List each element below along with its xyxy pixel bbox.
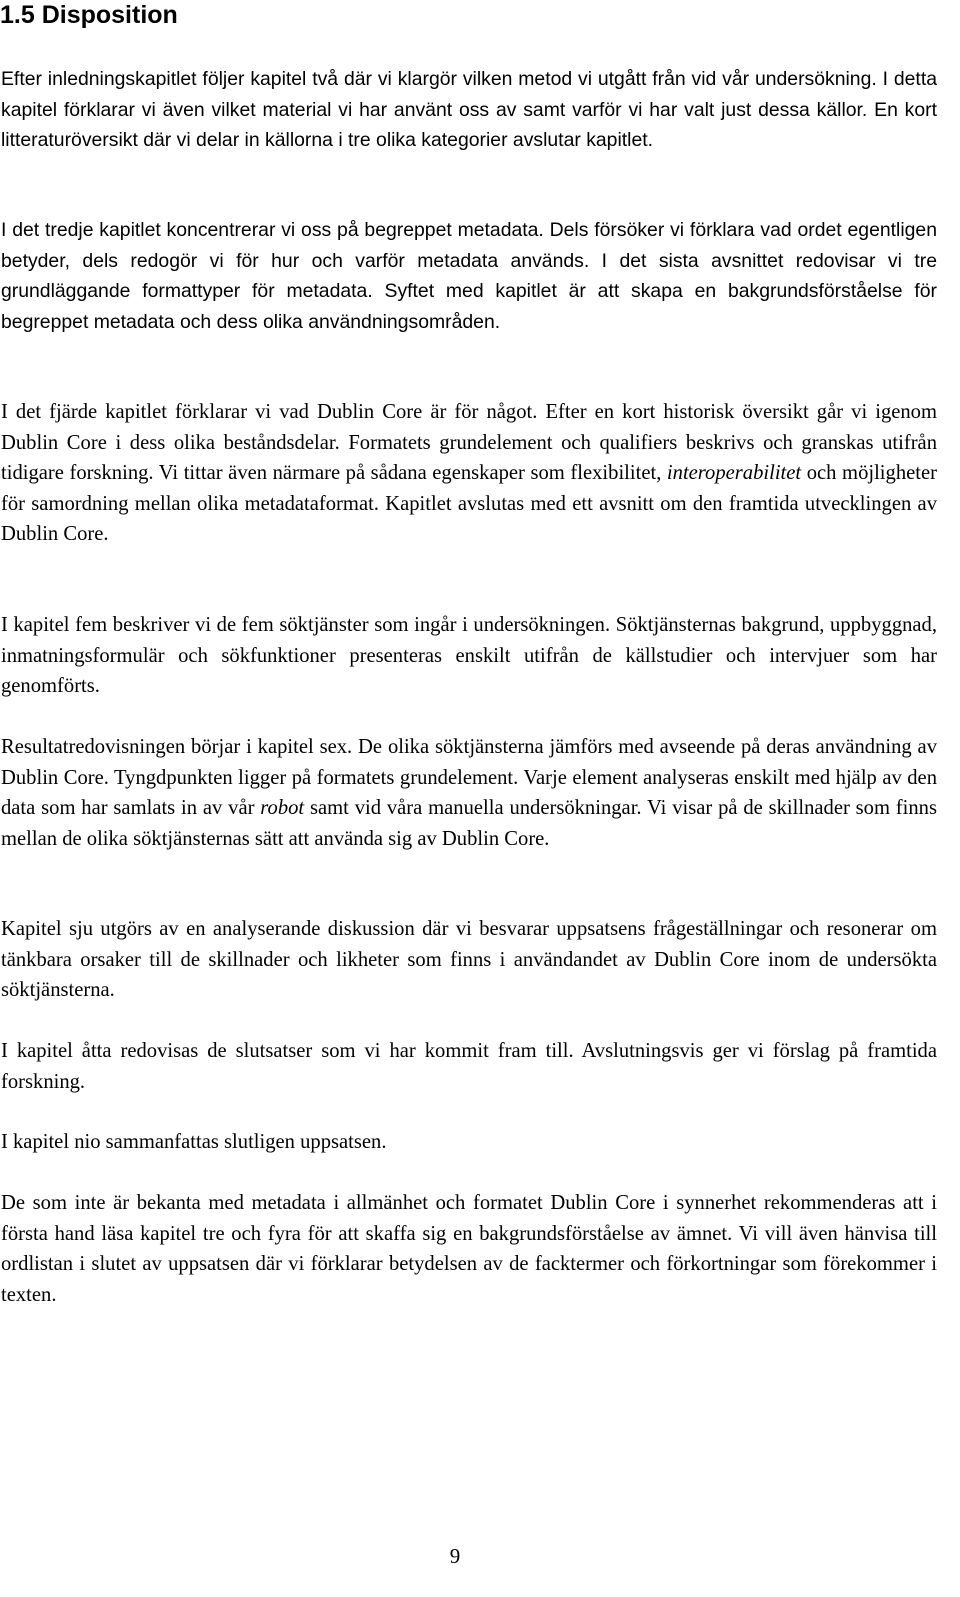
paragraph-text: I kapitel nio sammanfattas slutligen uppsatsen. bbox=[1, 1131, 387, 1153]
paragraph-text: samt vid våra manuella undersökningar. Vi visar på de skillnader som finns mellan de olika söktjänsternas sätt att använda sig av Dublin Core. bbox=[1, 797, 937, 850]
paragraph-chapter-eight bbox=[1, 1036, 937, 1097]
paragraph-chapter-seven bbox=[1, 914, 937, 1006]
paragraph-text: Kapitel sju utgörs av en analyserande diskussion där vi besvarar uppsatsens frågeställningar och resonerar om tänkbara orsaker till de skillnader och likheter som finns i användandet av Dublin Core inom de undersökta söktjänsterna. bbox=[1, 918, 937, 1001]
paragraph-text: Resultatredovisningen börjar i kapitel sex. De olika söktjänsterna jämförs med avseende på deras användning av Dublin Core. Tyngdpunkten ligger på formatets grundelement. Varje element analyseras enskilt med hjälp av den data som har samlats in av vår bbox=[1, 736, 937, 819]
paragraph-reading-advice bbox=[1, 1188, 937, 1310]
paragraph-text: I kapitel åtta redovisas de slutsatser som vi har kommit fram till. Avslutningsvis ger vi förslag på framtida forskning. bbox=[1, 1040, 937, 1093]
paragraph-text: I det fjärde kapitlet förklarar vi vad Dublin Core är för något. Efter en kort historisk översikt går vi igenom Dublin Core i dess olika beståndsdelar. Formatets grundelement och qualifiers beskrivs och granskas utifrån tidigare forskning. Vi tittar även närmare på sådana egenskaper som flexibilitet, bbox=[1, 401, 937, 484]
paragraph-text: och möjligheter för samordning mellan olika metadataformat. Kapitlet avslutas med ett avsnitt om den framtida utvecklingen av Dublin Core. bbox=[1, 462, 937, 545]
paragraph-chapter-nine bbox=[1, 1127, 937, 1158]
paragraph-chapter-two bbox=[1, 64, 937, 156]
paragraph-chapter-four bbox=[1, 397, 937, 550]
emphasis-term: robot bbox=[260, 797, 305, 819]
paragraph-text: I kapitel fem beskriver vi de fem söktjänster som ingår i undersökningen. Söktjänsternas bakgrund, uppbyggnad, inmatningsformulär och sökfunktioner presenteras enskilt utifrån de källstudier och intervjuer som har genomförts. bbox=[1, 614, 937, 697]
paragraph-text: Efter inledningskapitlet följer kapitel två där vi klargör vilken metod vi utgått från vid vår undersökning. I detta kapitel förklarar vi även vilket material vi har använt oss av samt varför vi har valt just dessa källor. En kort litteraturöversikt där vi delar in källorna i tre olika kategorier avslutar kapitlet. bbox=[1, 68, 937, 151]
paragraph-text: I det tredje kapitlet koncentrerar vi oss på begreppet metadata. Dels försöker vi förklara vad ordet egentligen betyder, dels redogör vi för hur och varför metadata används. I det sista avsnittet redovisar vi tre grundläggande formattyper för metadata. Syftet med kapitlet är att skapa en bakgrundsförståelse för begreppet metadata och dess olika användningsområden. bbox=[1, 219, 937, 333]
emphasis-term: interoperabilitet bbox=[666, 462, 802, 484]
paragraph-chapter-six bbox=[1, 732, 937, 854]
page-number: 9 bbox=[449, 1544, 461, 1568]
paragraph-text: De som inte är bekanta med metadata i allmänhet och formatet Dublin Core i synnerhet rekommenderas att i första hand läsa kapitel tre och fyra för att skaffa sig en bakgrundsförståelse av ämnet. Vi vill även hänvisa till ordlistan i slutet av uppsatsen där vi förklarar betydelsen av de facktermer och förkortningar som förekommer i texten. bbox=[1, 1192, 937, 1306]
paragraph-chapter-five bbox=[1, 610, 937, 702]
section-heading: 1.5 Disposition bbox=[0, 1, 178, 29]
paragraph-chapter-three bbox=[1, 215, 937, 337]
